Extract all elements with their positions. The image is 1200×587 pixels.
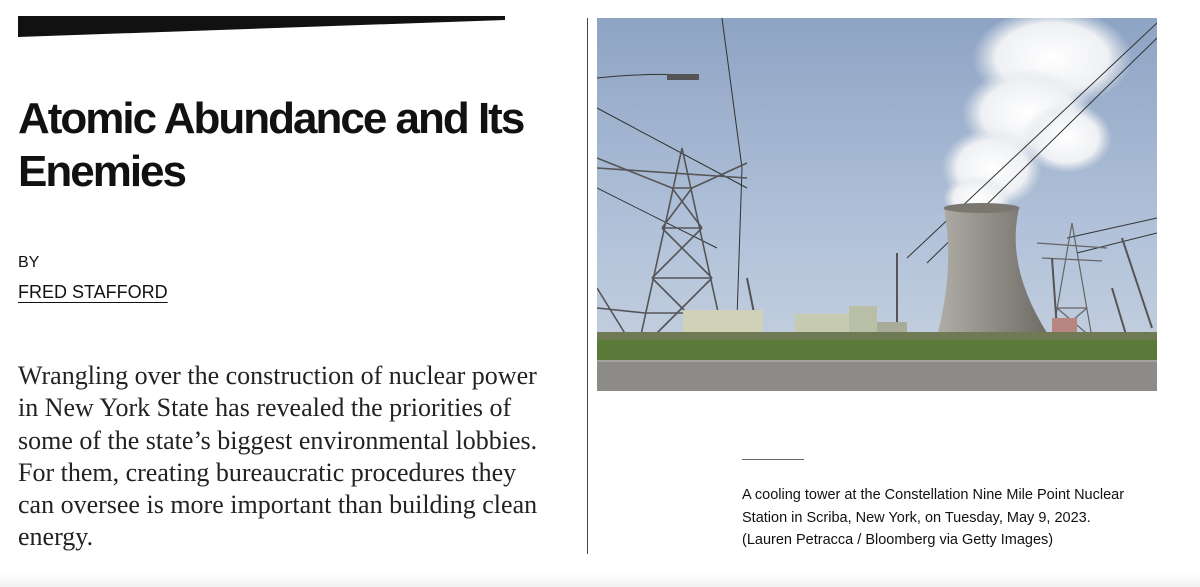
photo-credit: (Lauren Petracca / Bloomberg via Getty Images) [742, 532, 1054, 548]
title-accent-bar [18, 16, 505, 37]
page-bottom-fade [0, 573, 1200, 587]
caption-rule [742, 459, 804, 460]
article-dek: Wrangling over the construction of nuclear power in New York State has revealed the priorities of some of the state’s biggest environmental lobbies. For them, creating bureaucratic procedures they can oversee is more important than building clean energy. [18, 361, 538, 552]
photo-caption [742, 484, 1182, 552]
article-title: Atomic Abundance and Its Enemies [18, 94, 524, 196]
article-photo [597, 18, 1157, 391]
byline-label: BY [18, 254, 40, 271]
author-link[interactable]: FRED STAFFORD [18, 282, 168, 302]
column-divider [587, 18, 588, 554]
caption-line: A cooling tower at the Constellation Nine Mile Point Nuclear [742, 487, 1125, 503]
caption-line: Station in Scriba, New York, on Tuesday, May 9, 2023. [742, 509, 1091, 526]
